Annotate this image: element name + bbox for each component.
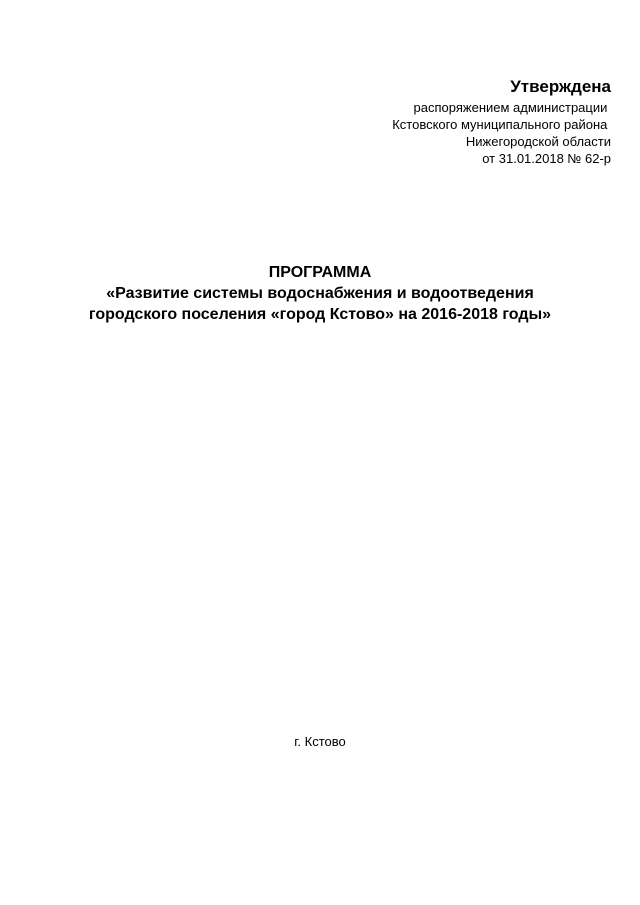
approval-line-region: Нижегородской области — [465, 134, 611, 149]
program-title-block — [0, 262, 640, 325]
approval-block — [392, 76, 611, 167]
program-title-line-2: городского поселения «город Кстово» на 2016-2018 годы» — [88, 306, 552, 323]
approval-line-date-number: от 31.01.2018 № 62-р — [482, 151, 611, 166]
approval-title: Утверждена — [510, 77, 611, 96]
program-title-line-1: «Развитие системы водоснабжения и водоотведения — [106, 285, 534, 302]
approval-line-order: распоряжением администрации — [413, 100, 611, 115]
program-heading: ПРОГРАММА — [268, 264, 372, 281]
city-name: г. Кстово — [294, 734, 346, 749]
approval-line-district: Кстовского муниципального района — [392, 117, 611, 132]
